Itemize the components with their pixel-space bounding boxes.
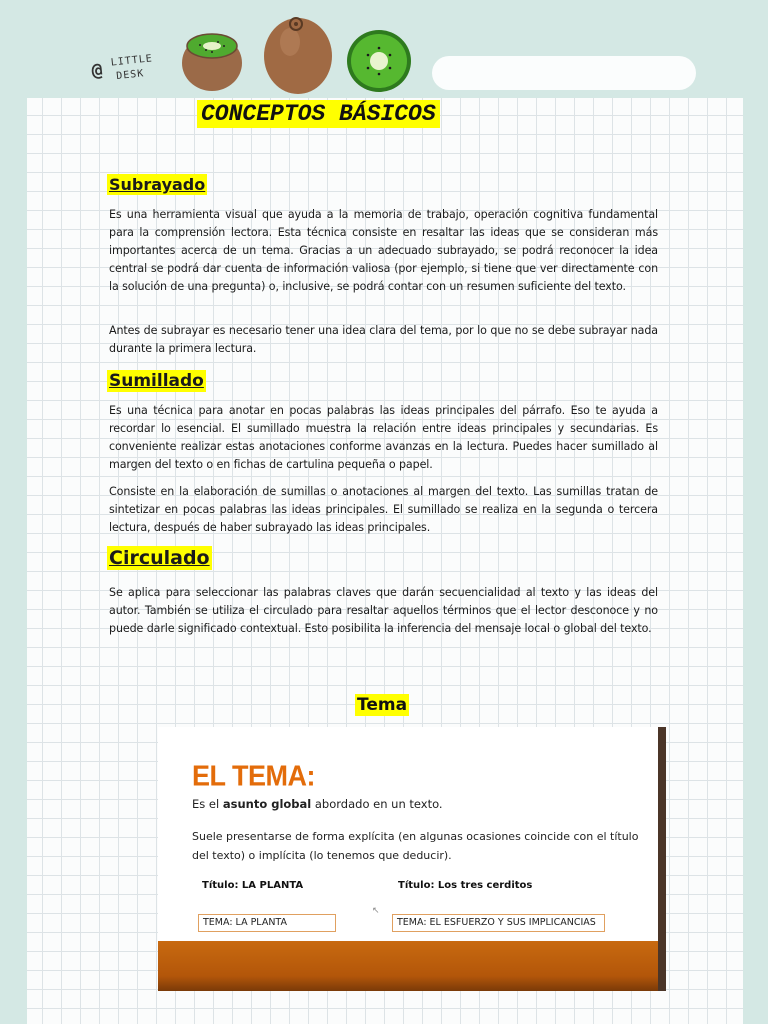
tema-image — [158, 727, 666, 991]
tema-image-title: EL TEMA: — [192, 760, 315, 792]
definition-pre: Es el — [192, 797, 223, 811]
kiwi-slice-icon — [344, 28, 414, 94]
cursor-icon: ↖ — [372, 905, 380, 915]
page-title: CONCEPTOS BÁSICOS — [197, 100, 440, 128]
decorative-pill — [432, 56, 696, 90]
kiwi-half-icon — [178, 28, 246, 94]
little-desk-logo — [90, 52, 163, 93]
paragraph-subrayado-2: Antes de subrayar es necesario tener una idea clara del tema, por lo que no se debe subrayar nada durante la primera lectura. — [109, 324, 658, 355]
kiwi-whole-icon — [260, 12, 336, 96]
heading-subrayado: Subrayado — [109, 175, 206, 194]
definition-bold: asunto global — [222, 797, 312, 811]
example2-tema-box: TEMA: EL ESFUERZO Y SUS IMPLICANCIAS — [392, 914, 605, 932]
example1-title: Título: LA PLANTA — [202, 880, 304, 891]
heading-sumillado: Sumillado — [109, 371, 204, 391]
logo-at: @ — [90, 59, 104, 82]
paragraph-sumillado-1: Es una técnica para anotar en pocas palabras las ideas principales del párrafo. Eso te ayuda a recordar lo esencial. El sumillado muestra la relación entre ideas principales y secundarias. Es conveniente realizar estas anotaciones conforme avanzas en la lectura. Puedes hacer sumillado al margen del texto o en fichas de cartulina pequeña o papel. — [109, 404, 658, 471]
logo-line2: DESK — [115, 68, 145, 83]
paragraph-subrayado-1: Es una herramienta visual que ayuda a la memoria de trabajo, operación cognitiva fundamental para la comprensión lectora. Esta técnica consiste en resaltar las ideas que se consideran más importantes acerca de un tema. Gracias a un adecuado subrayado, se podrá reconocer la idea central se podrá dar cuenta de información valiosa (por ejemplo, si tiene que ver directamente con la solución de una pregunta) o, inclusive, se podrá contar con un resumen suficiente del texto. — [109, 208, 658, 293]
tema-image-line2: Suele presentarse de forma explícita (en algunas ocasiones coincide con el título — [192, 830, 639, 843]
definition-post: abordado en un texto. — [311, 797, 443, 811]
example1-tema-box: TEMA: LA PLANTA — [198, 914, 336, 932]
heading-tema: Tema — [357, 695, 408, 715]
example2-title: Título: Los tres cerditos — [398, 880, 533, 891]
paragraph-sumillado-2: Consiste en la elaboración de sumillas o anotaciones al margen del texto. Las sumillas tratan de sintetizar en pocas palabras las ideas principales. El sumillado se realiza en la segunda o tercera lectura, después de haber subrayado las ideas principales. — [109, 485, 658, 534]
paragraph-circulado-1: Se aplica para seleccionar las palabras claves que darán secuencialidad al texto y las ideas del autor. También se utiliza el circulado para resaltar aquellos términos que el lector desconoce y no puede darle significado contextual. Esto posibilita la inferencia del mensaje local o global del texto. — [109, 586, 658, 635]
heading-circulado: Circulado — [109, 547, 210, 569]
tema-image-footer-bar — [158, 941, 658, 991]
tema-image-line3: del texto) o implícita (lo tenemos que deducir). — [192, 849, 452, 862]
tema-image-definition — [192, 797, 443, 811]
logo-line1: LITTLE — [110, 53, 154, 69]
